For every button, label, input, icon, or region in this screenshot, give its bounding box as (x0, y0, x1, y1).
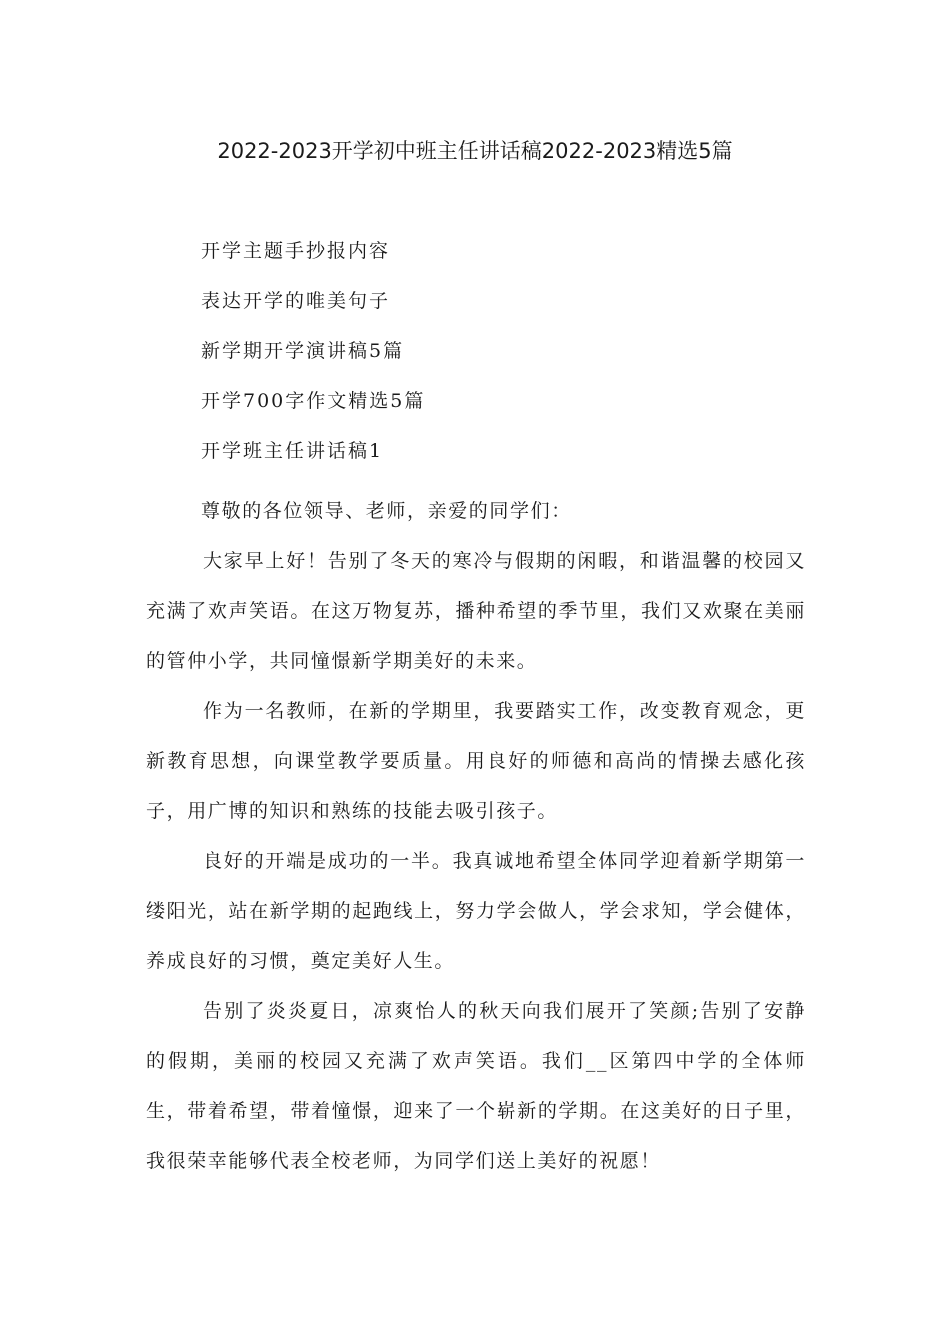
salutation: 尊敬的各位领导、老师，亲爱的同学们： (201, 500, 572, 522)
document-title: 2022-2023开学初中班主任讲话稿2022-2023精选5篇 (217, 139, 733, 163)
toc-item: 表达开学的唯美句子 (201, 290, 391, 312)
document-body (146, 486, 806, 1186)
toc-item: 开学班主任讲话稿1 (201, 440, 384, 462)
paragraph: 告别了炎炎夏日，凉爽怡人的秋天向我们展开了笑颜;告别了安静的假期，美丽的校园又充满了欢声笑语。我们__区第四中学的全体师生，带着希望，带着憧憬，迎来了一个崭新的学期。在这美好的日子里，我很荣幸能够代表全校老师，为同学们送上美好的祝愿！ (146, 1000, 806, 1172)
paragraph: 大家早上好！告别了冬天的寒冷与假期的闲暇，和谐温馨的校园又充满了欢声笑语。在这万物复苏，播种希望的季节里，我们又欢聚在美丽的管仲小学，共同憧憬新学期美好的未来。 (146, 550, 806, 672)
paragraph: 良好的开端是成功的一半。我真诚地希望全体同学迎着新学期第一缕阳光，站在新学期的起跑线上，努力学会做人，学会求知，学会健体，养成良好的习惯，奠定美好人生。 (146, 850, 806, 972)
toc-item: 开学700字作文精选5篇 (201, 390, 426, 412)
toc-item: 新学期开学演讲稿5篇 (201, 340, 405, 362)
paragraph: 作为一名教师，在新的学期里，我要踏实工作，改变教育观念，更新教育思想，向课堂教学要质量。用良好的师德和高尚的情操去感化孩子，用广博的知识和熟练的技能去吸引孩子。 (146, 700, 806, 822)
toc-item: 开学主题手抄报内容 (201, 240, 391, 262)
toc-list (201, 236, 801, 486)
